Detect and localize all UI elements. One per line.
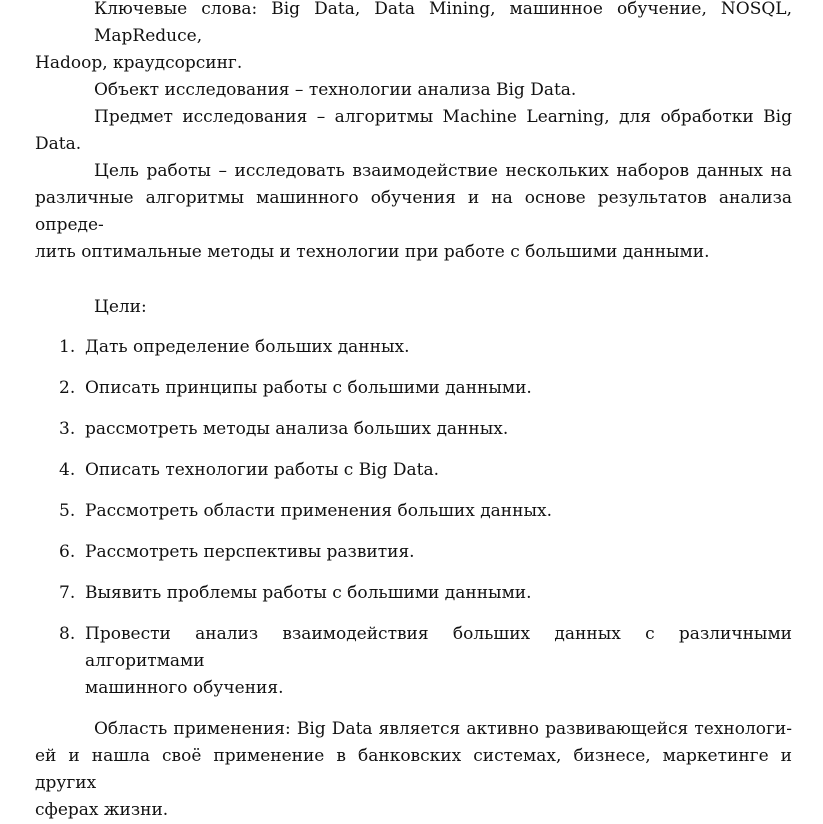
purpose-line-3: лить оптимальные методы и технологии при работе с большими данными.	[35, 242, 710, 262]
document-page	[35, 0, 792, 824]
purpose-paragraph	[35, 158, 792, 266]
list-text: Описать технологии работы с Big Data.	[85, 460, 440, 480]
list-number: 6.	[59, 542, 76, 562]
list-text: Выявить проблемы работы с большими данными.	[85, 583, 532, 603]
list-number: 7.	[59, 583, 76, 603]
area-line-3: сферах жизни.	[35, 800, 169, 820]
keywords-line-2: Hadoop, краудсорсинг.	[35, 53, 243, 73]
list-text-line-1: Провести анализ взаимодействия больших данных с различными алгоритмами	[85, 624, 792, 671]
goals-list	[35, 334, 792, 702]
list-text: Дать определение больших данных.	[85, 337, 410, 357]
list-item	[35, 457, 792, 484]
list-item	[35, 416, 792, 443]
keywords-line-1: Ключевые слова: Big Data, Data Mining, машинное обучение, NOSQL, MapReduce,	[94, 0, 792, 46]
list-item	[35, 621, 792, 702]
goals-heading: Цели:	[94, 297, 147, 317]
list-number: 8.	[59, 624, 76, 644]
list-item	[35, 375, 792, 402]
area-line-1: Область применения: Big Data является активно развивающейся технологи-	[94, 719, 792, 739]
list-text: рассмотреть методы анализа больших данных.	[85, 419, 509, 439]
list-item	[35, 580, 792, 607]
list-text: Рассмотреть области применения больших данных.	[85, 501, 552, 521]
list-text-line-2: машинного обучения.	[85, 678, 284, 698]
list-text: Рассмотреть перспективы развития.	[85, 542, 415, 562]
subject-paragraph: Предмет исследования – алгоритмы Machine Learning, для обработки Big Data.	[35, 107, 792, 154]
list-number: 3.	[59, 419, 76, 439]
list-item	[35, 334, 792, 361]
list-number: 1.	[59, 337, 76, 357]
list-number: 4.	[59, 460, 76, 480]
list-number: 5.	[59, 501, 76, 521]
list-number: 2.	[59, 378, 76, 398]
list-item	[35, 539, 792, 566]
object-paragraph: Объект исследования – технологии анализа Big Data.	[94, 80, 577, 100]
purpose-line-2: различные алгоритмы машинного обучения и на основе результатов анализа опреде-	[35, 188, 792, 235]
list-text: Описать принципы работы с большими данными.	[85, 378, 532, 398]
purpose-line-1: Цель работы – исследовать взаимодействие нескольких наборов данных на	[94, 161, 792, 181]
keywords-paragraph	[35, 0, 792, 77]
area-line-2: ей и нашла своё применение в банковских системах, бизнесе, маркетинге и других	[35, 746, 792, 793]
list-item	[35, 498, 792, 525]
application-area-paragraph	[35, 716, 792, 824]
